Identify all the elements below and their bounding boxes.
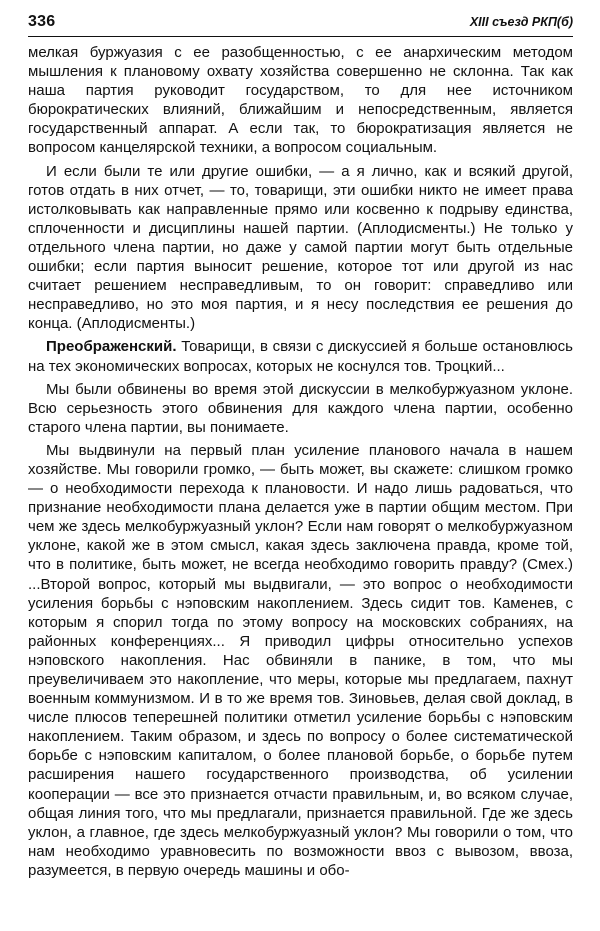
paragraph-text: Товарищи, в связи с дискуссией я больше остановлюсь на тех экономических вопросах, которых не коснулся тов. Троцкий... [28,338,573,375]
book-page [28,10,573,884]
paragraph [28,337,573,375]
paragraph [28,43,573,158]
paragraph-text: Мы выдвинули на первый план усиление планового начала в нашем хозяйстве. Мы говорили громко, — быть может, вы скажете: слишком громко — о необходимости перехода к плановости. И надо лишь радоваться, что признание необходимости плана делается уже в партии общим местом. При чем же здесь мелкобуржуазный уклон? Если нам говорят о мелкобуржуазном уклоне, какой же в этом смысл, какая здесь заключена правда, кроме той, что в политике, быть может, не всегда необходимо говорить правду? (Смех.) ...Второй вопрос, который мы выдвигали, — это вопрос о необходимости усиления борьбы с нэповским накоплением. Здесь сидит тов. Каменев, с которым я спорил тогда по этому вопросу на московских собраниях, на районных конференциях... Я приводил цифры относительно успехов нэповского накопления. Нас обвиняли в панике, в том, что мы преувеличиваем это накопление, что меры, которые мы предлагаем, пахнут военным коммунизмом. И в то же время тов. Зиновьев, делая свой доклад, в числе плюсов теперешней политики отметил усиление борьбы с нэповским накоплением. Таким образом, и здесь по вопросу о более систематической борьбе с нэповским капиталом, о более плановой борьбе, о борьбе путем расширения нашего государственного производства, об усилении кооперации — все это признается отчасти правильным, и, во всяком случае, общая линия того, что мы предлагали, признается правильной. Где же здесь уклон, а главное, где здесь мелкобуржуазный уклон? Мы говорили о том, что нам необходимо уравновесить по возможности ввоз с вывозом, ввоза, разумеется, в первую очередь машины и обо- [28,441,573,879]
paragraph-text: Мы были обвинены во время этой дискуссии в мелкобуржуазном уклоне. Всю серьезность этого обвинения для каждого члена партии, особенно старого члена партии, вы понимаете. [28,380,573,436]
page-number: 336 [28,13,56,30]
page-header [28,10,573,37]
paragraph-text: И если были те или другие ошибки, — а я лично, как и всякий другой, готов отдать в них отчет, — то, товарищи, эти ошибки никто не имеет права истолковывать как направленные прямо или косвенно к подрыву единства, сплоченности и дисциплины нашей партии. (Аплодисменты.) Не только у отдельного члена партии, но даже у самой партии могут быть отдельные ошибки; если партия выносит решение, которое тот или другой из нас считает решением несправедливым, то он говорит: справедливо или несправедливо, но это моя партия, и я несу последствия ее решения до конца. (Аплодисменты.) [28,162,573,333]
paragraph-text: мелкая буржуазия с ее разобщенностью, с ее анархическим методом мышления к плановому охвату хозяйства совершенно не склонна. Так как наша партия руководит государством, то для нее источником бюрократических влияний, ближайшим и непосредственным, является государственный аппарат. А если так, то бюрократизация является не вопросом канцелярской техники, а вопросом социальным. [28,44,573,157]
paragraph [28,380,573,437]
paragraph [28,162,573,334]
running-head: XIII съезд РКП(б) [469,15,573,29]
body-text [28,43,573,880]
paragraph [28,441,573,880]
speaker-name: Преображенский. [46,338,177,356]
